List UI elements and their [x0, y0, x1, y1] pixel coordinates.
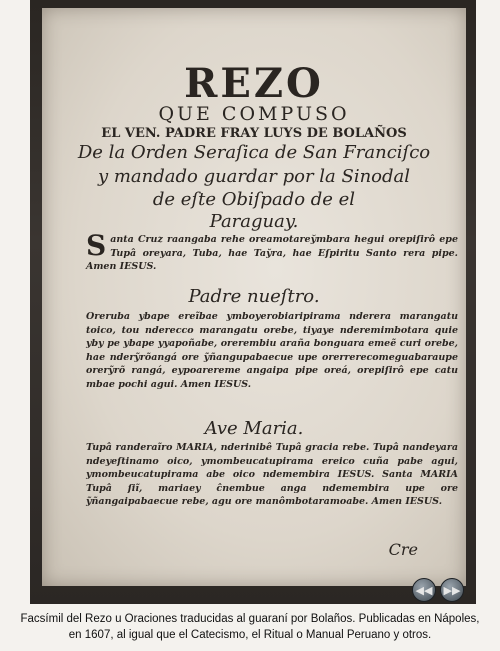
cross-prayer: [86, 229, 458, 274]
gallery-nav: [412, 578, 464, 602]
author-line: EL VEN. PADRE FRAY LUYS DE BOLAÑOS: [101, 126, 407, 141]
mandate-line: y mandado guardar por la Sinodal: [97, 166, 411, 187]
ave-title: Ave Maria.: [204, 418, 304, 439]
caption-line-1: Facsímil del Rezo u Oraciones traducidas al guaraní por Bolaños. Publicadas en Nápoles,: [20, 613, 480, 625]
facsimile-photo: [30, 0, 476, 604]
catchword: Cre: [388, 540, 418, 559]
rewind-icon[interactable]: [412, 578, 436, 602]
fast-forward-icon[interactable]: [440, 578, 464, 602]
image-caption: [0, 612, 500, 643]
document-subtitle: QUE COMPUSO: [158, 103, 350, 125]
caption-line-2: en 1607, al igual que el Catecismo, el Ritual o Manual Peruano y otros.: [68, 628, 432, 641]
prev-glyph: ◀◀: [415, 583, 433, 597]
ave-text: Tupâ randeraĩro MARIA, nderinibê Tupâ gracia rebe. Tupâ nandeyara ndeyeſtinamo oico, ymombeucatupirama ereico cuña pabe agui, ymombeucatupirama abe oico ndemembira IESUS. Santa MARIA Tupâ ſiĩ, mariaey ĉnembue anga ndemembira upe ore ỹñangaipabaecue rebe, agu ore manômbotaramoabe. Amen IESUS.: [86, 442, 458, 508]
place-line: Paraguay.: [209, 211, 299, 232]
pater-text: Oreruba ybape ereĩbae ymboyerobiaripirama nderera marangatu toico, tou nderecco marangatu orebe, tiyaye nderemimbotara quie yby pe ybape yyapoñabe, orerembiu araña bonguara emeẽ curi orebe, hae nderỹrõangá ore ỹñangupabaecue upe orerrerecomeguabaraupe orerỹrõ rangá, eypoarereme angaipa pipe oreá, orepiſirô epe catu mbae pochi agui. Amen IESUS.: [86, 311, 458, 390]
next-glyph: ▶▶: [443, 583, 461, 597]
drop-cap: S: [86, 229, 107, 262]
cross-prayer-text: anta Cruz raangaba rehe oreamotarey̆mbara hegui orepiſirô epe Tupâ oreyara, Tuba, hae Tay̆ra, hae Eſpiritu Santo rera pipe. Amen IESUS.: [86, 234, 458, 273]
order-line: De la Orden Seraſica de San Franciſco: [77, 142, 431, 163]
printed-page: [42, 8, 466, 586]
document-title: REZO: [184, 60, 324, 107]
pater-title: Padre nueſtro.: [188, 286, 320, 307]
bishopric-line: de eſte Obiſpado de el: [152, 189, 356, 210]
